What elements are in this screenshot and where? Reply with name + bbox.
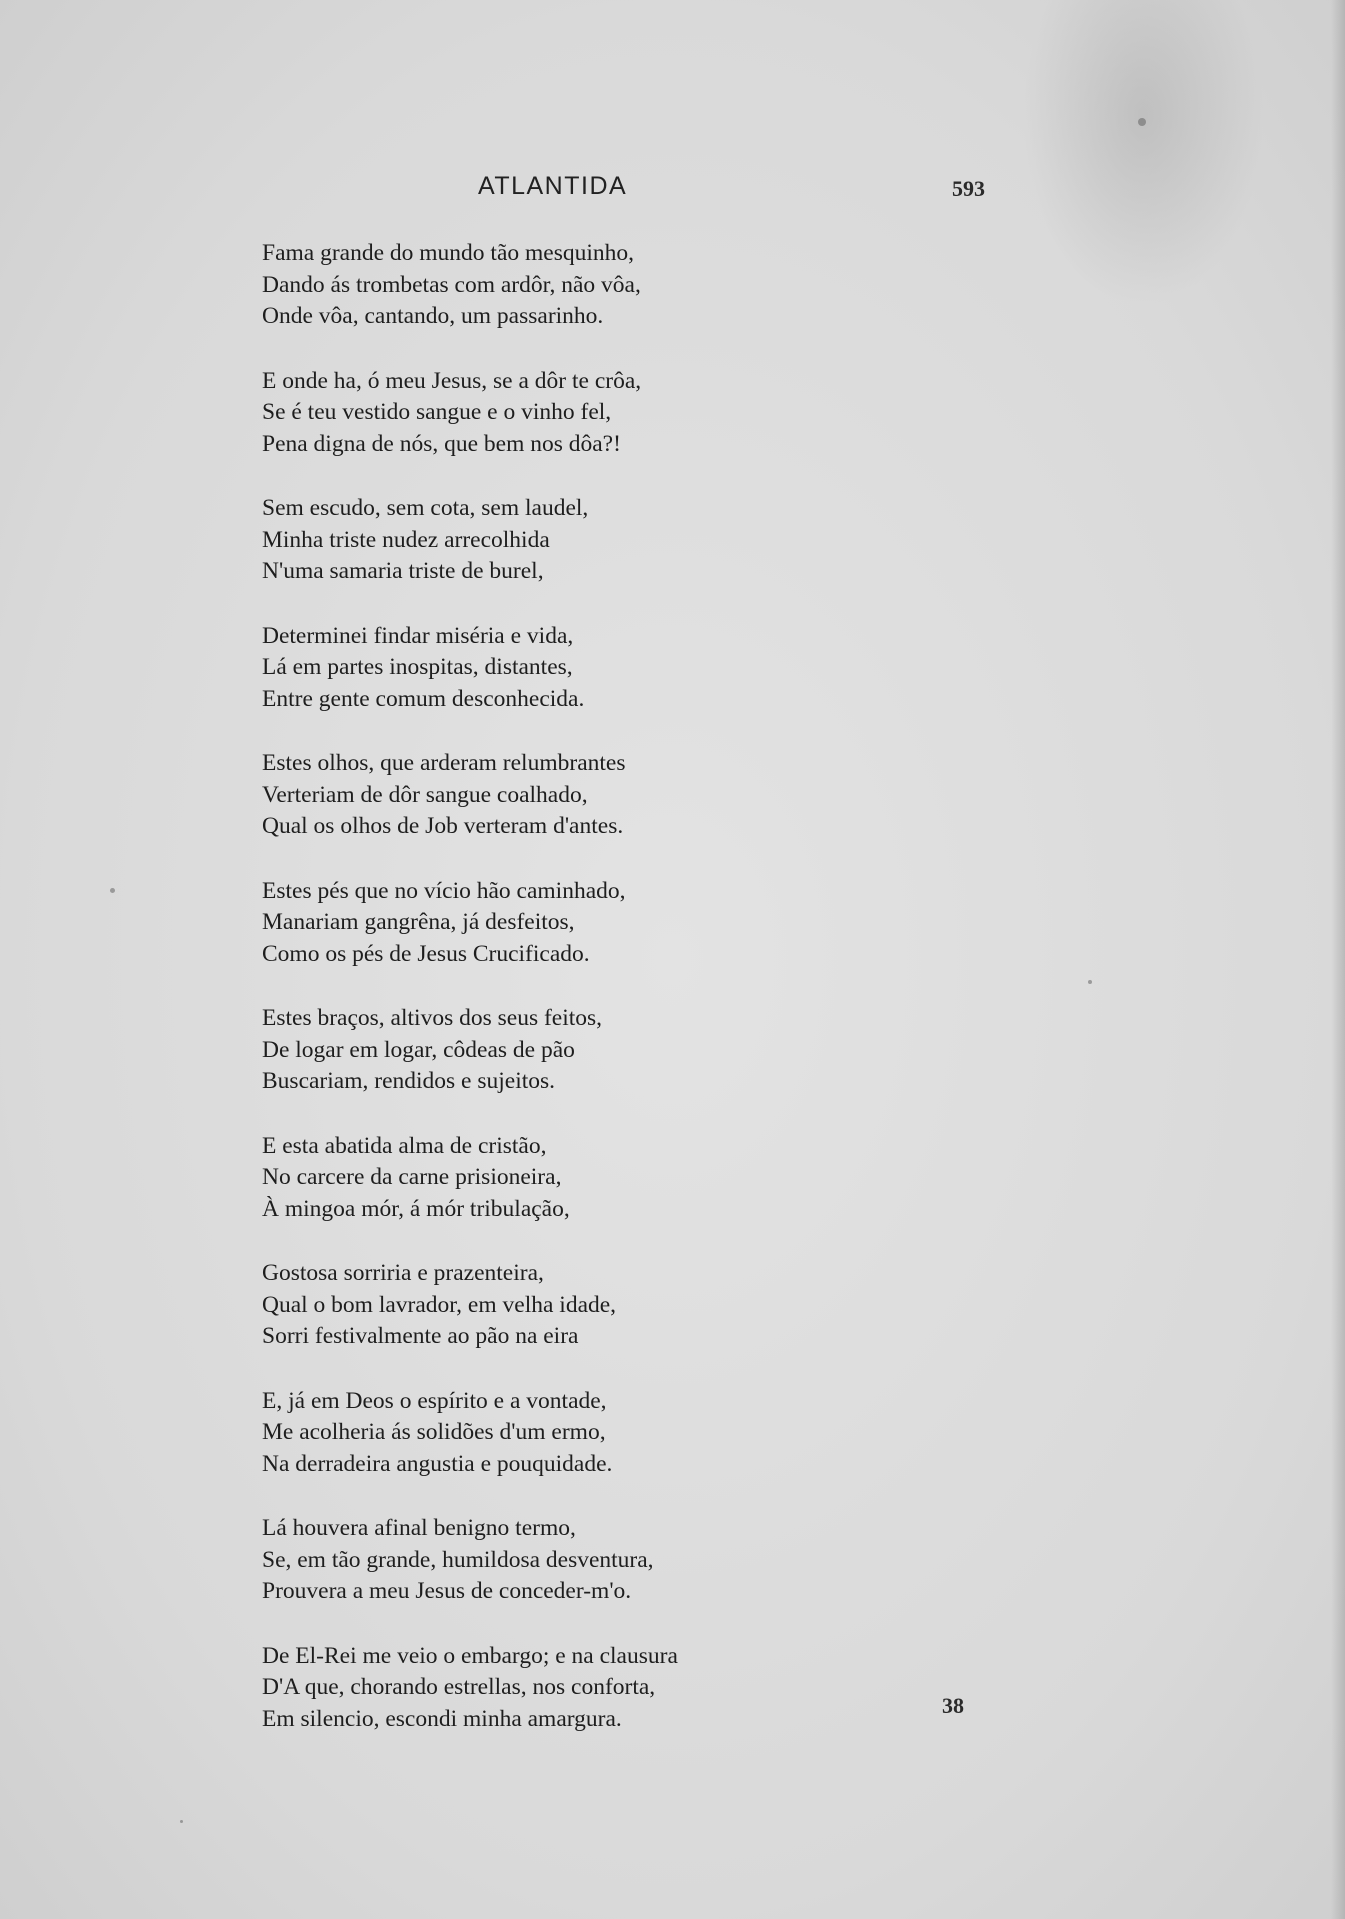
verse-line: N'uma samaria triste de burel, [262, 558, 544, 584]
verse-line: Buscariam, rendidos e sujeitos. [262, 1068, 556, 1094]
verse-line: E, já em Deos o espírito e a vontade, [262, 1387, 607, 1414]
verse-line: E onde ha, ó meu Jesus, se a dôr te crôa, [262, 367, 642, 394]
page-header [0, 172, 1345, 212]
stanza [262, 493, 822, 588]
stanza [262, 876, 822, 971]
stanza [262, 1003, 822, 1098]
paper-speck [180, 1820, 183, 1823]
verse-line: Estes braços, altivos dos seus feitos, [262, 1005, 603, 1031]
stanza [262, 1641, 822, 1736]
verse-line: De El-Rei me veio o embargo; e na clausura [262, 1642, 678, 1669]
verse-line: Em silencio, escondi minha amargura. [262, 1705, 622, 1732]
verse-line: Se, em tão grande, humildosa desventura, [262, 1546, 654, 1573]
verse-line: À mingoa mór, á mór tribulação, [262, 1195, 570, 1222]
verse-line: Qual o bom lavrador, em velha idade, [262, 1291, 617, 1318]
verse-line: Estes olhos, que arderam relumbrantes [262, 750, 626, 776]
paper-speck [1088, 980, 1092, 984]
verse-line: Fama grande do mundo tão mesquinho, [262, 240, 635, 266]
stanza [262, 1386, 822, 1481]
stanza [262, 621, 822, 716]
verse-line: Verteriam de dôr sangue coalhado, [262, 781, 588, 808]
verse-line: Minha triste nudez arrecolhida [262, 526, 550, 553]
verse-line: E esta abatida alma de cristão, [262, 1132, 547, 1159]
stanza [262, 1131, 822, 1226]
verse-line: Sorri festivalmente ao pão na eira [262, 1323, 579, 1349]
verse-line: Gostosa sorriria e prazenteira, [262, 1260, 544, 1286]
signature-mark: 38 [942, 1693, 964, 1718]
verse-line: Lá em partes inospitas, distantes, [262, 654, 573, 680]
stanza [262, 748, 822, 843]
verse-line: Me acolheria ás solidões d'um ermo, [262, 1419, 606, 1445]
verse-line: Como os pés de Jesus Crucificado. [262, 940, 590, 967]
page-edge-shadow [1331, 0, 1345, 1919]
paper-speck [110, 888, 115, 893]
verse-line: Lá houvera afinal benigno termo, [262, 1515, 576, 1541]
running-title: ATLANTIDA [478, 172, 628, 200]
verse-line: Sem escudo, sem cota, sem laudel, [262, 495, 589, 521]
paper-speck [1138, 118, 1146, 126]
stanza [262, 366, 822, 461]
poem-body [262, 238, 822, 1768]
page-number: 593 [952, 176, 985, 201]
stanza [262, 238, 822, 333]
verse-line: D'A que, chorando estrellas, nos conforta, [262, 1674, 656, 1700]
verse-line: No carcere da carne prisioneira, [262, 1164, 562, 1190]
verse-line: Estes pés que no vício hão caminhado, [262, 877, 626, 904]
verse-line: Dando ás trombetas com ardôr, não vôa, [262, 271, 641, 298]
verse-line: Determinei findar miséria e vida, [262, 622, 574, 649]
verse-line: Entre gente comum desconhecida. [262, 685, 585, 712]
verse-line: Prouvera a meu Jesus de conceder-m'o. [262, 1578, 632, 1604]
stanza [262, 1513, 822, 1608]
verse-line: Onde vôa, cantando, um passarinho. [262, 303, 604, 329]
verse-line: Qual os olhos de Job verteram d'antes. [262, 813, 624, 839]
verse-line: Na derradeira angustia e pouquidade. [262, 1450, 613, 1477]
stanza [262, 1258, 822, 1353]
verse-line: Manariam gangrêna, já desfeitos, [262, 909, 575, 935]
verse-line: Pena digna de nós, que bem nos dôa?! [262, 430, 621, 457]
verse-line: Se é teu vestido sangue e o vinho fel, [262, 399, 612, 425]
verse-line: De logar em logar, côdeas de pão [262, 1036, 575, 1063]
